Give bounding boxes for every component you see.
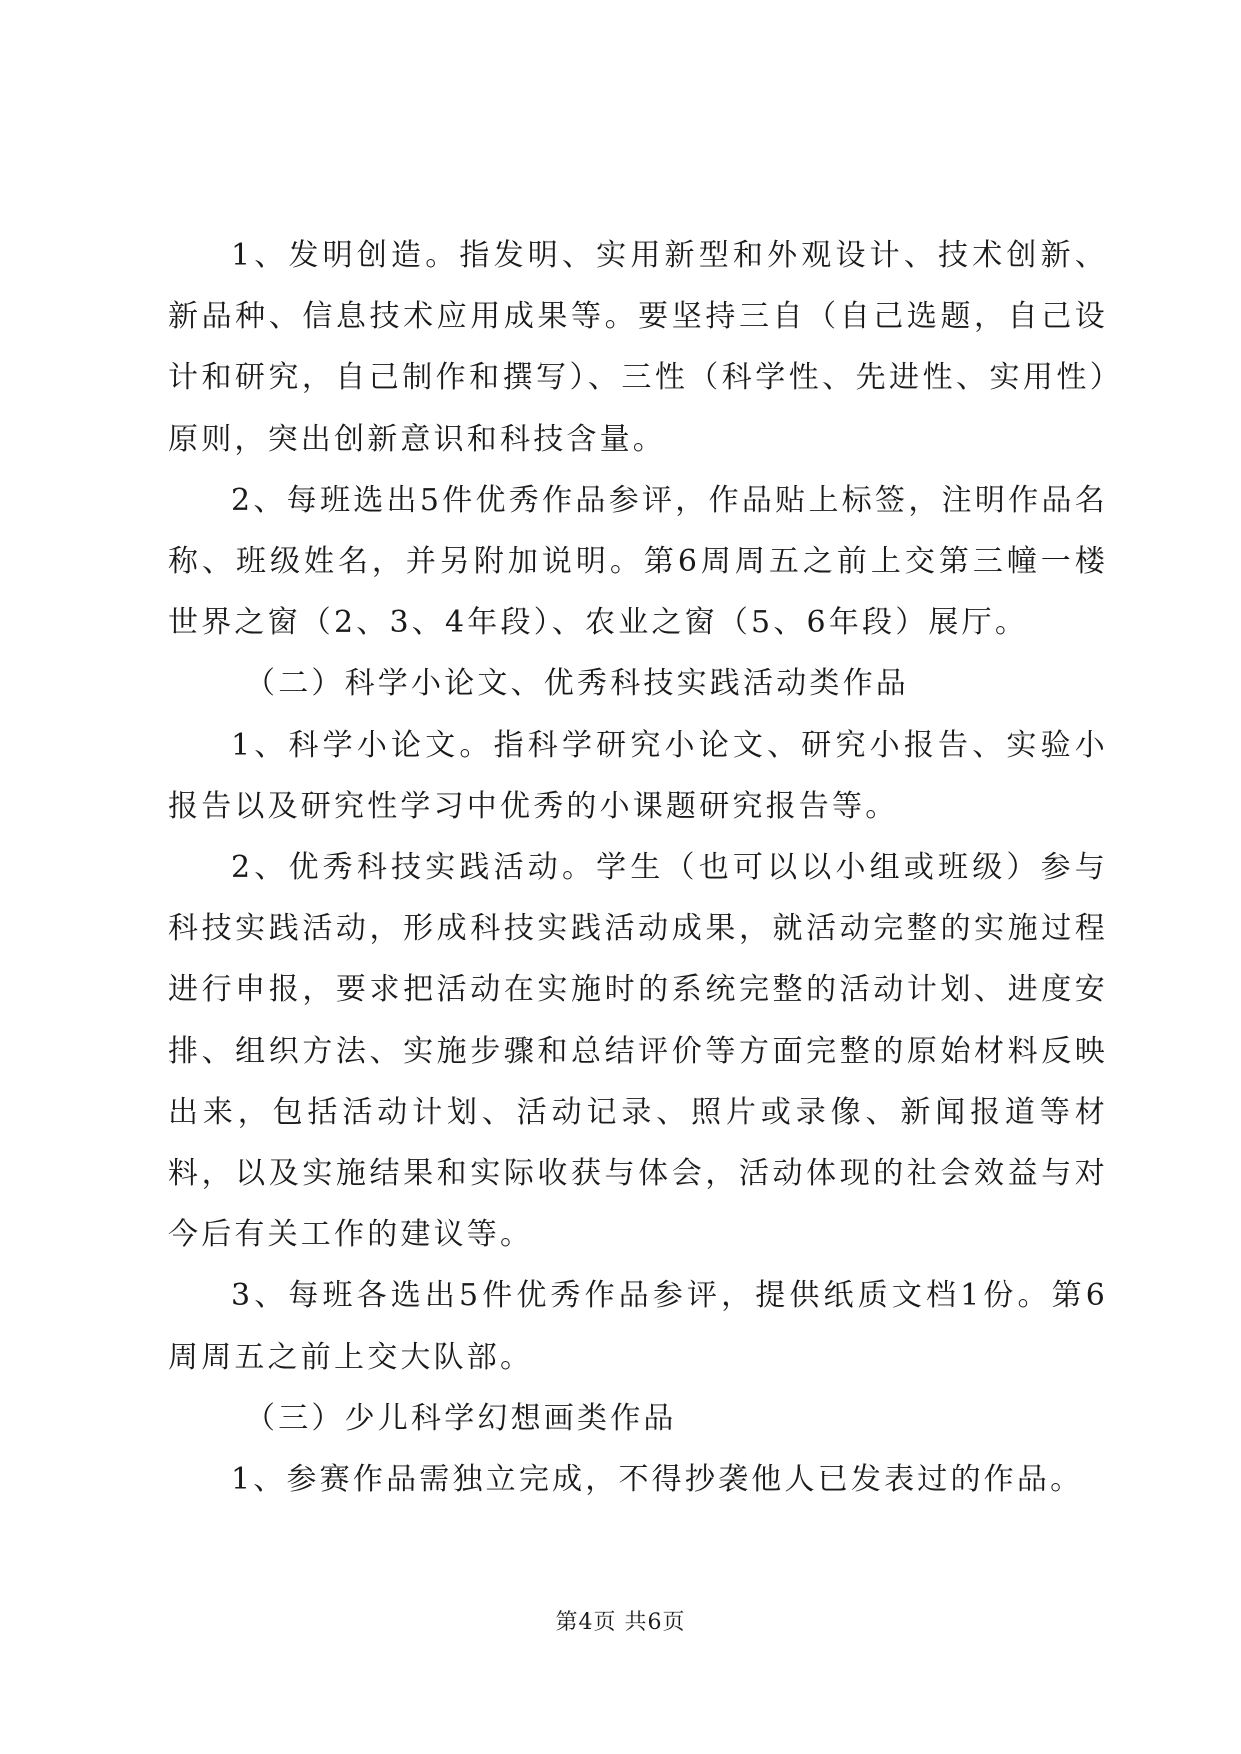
section-heading-fantasy-drawing: （三）少儿科学幻想画类作品 bbox=[245, 1400, 677, 1436]
paragraph-invention-submission: 2、每班选出5件优秀作品参评，作品贴上标签，注明作品名称、班级姓名，并另附加说明。第6周周五之前上交第三幢一楼世界之窗（2、3、4年段）、农业之窗（5、6年段）展厅。 bbox=[168, 482, 1108, 641]
paragraph-invention: 1、发明创造。指发明、实用新型和外观设计、技术创新、新品种、信息技术应用成果等。要坚持三自（自己选题，自己设计和研究，自己制作和撰写）、三性（科学性、先进性、实用性）原则，突出创新意识和科技含量。 bbox=[168, 238, 1108, 457]
page-number-footer: 第4页 共6页 bbox=[555, 1610, 686, 1635]
section-heading-essays: （二）科学小论文、优秀科技实践活动类作品 bbox=[245, 666, 909, 702]
paragraph-science-essay: 1、科学小论文。指科学研究小论文、研究小报告、实验小报告以及研究性学习中优秀的小课题研究报告等。 bbox=[168, 727, 1108, 824]
paragraph-essay-submission: 3、每班各选出5件优秀作品参评，提供纸质文档1份。第6周周五之前上交大队部。 bbox=[168, 1278, 1108, 1375]
paragraph-practice-activity: 2、优秀科技实践活动。学生（也可以以小组或班级）参与科技实践活动，形成科技实践活动成果，就活动完整的实施过程进行申报，要求把活动在实施时的系统完整的活动计划、进度安排、组织方法、实施步骤和总结评价等方面完整的原始材料反映出来，包括活动计划、活动记录、照片或录像、新闻报道等材料，以及实施结果和实际收获与体会，活动体现的社会效益与对今后有关工作的建议等。 bbox=[168, 850, 1108, 1253]
paragraph-drawing-rules: 1、参赛作品需独立完成，不得抄袭他人已发表过的作品。 bbox=[231, 1462, 1084, 1498]
document-body bbox=[168, 225, 1108, 1510]
